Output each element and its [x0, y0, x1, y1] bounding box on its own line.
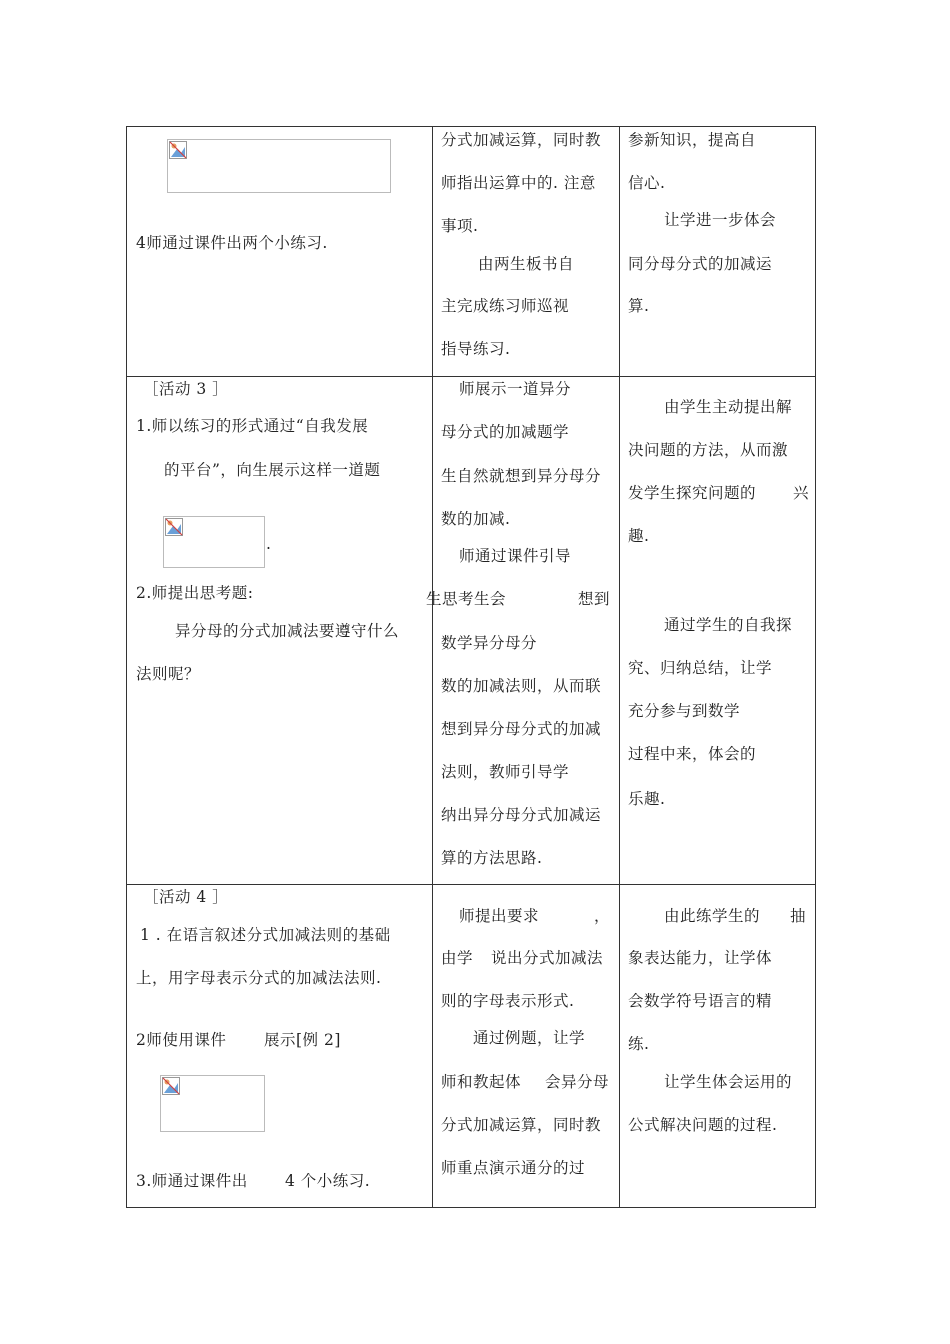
broken-image-icon: [165, 518, 183, 536]
row2-col2-line: 生思考生会: [426, 590, 507, 608]
row2-col2-line: 母分式的加减题学: [441, 423, 570, 441]
row3-col1-line: 3.师通过课件出: [136, 1172, 248, 1190]
row3-col3-line: 象表达能力，让学体: [628, 949, 773, 967]
row3-col2-line: 会异分母: [545, 1073, 610, 1091]
row2-col3-line: 由学生主动提出解: [664, 398, 793, 416]
image-placeholder: [160, 1075, 265, 1132]
row3-col2-line: 由学: [441, 949, 474, 967]
row1-col3-line: 参新知识，提高自: [628, 131, 757, 149]
row3-col1-line: 4 个小练习.: [285, 1172, 371, 1190]
broken-image-icon: [162, 1077, 180, 1095]
row3-col3-line: 由此练学生的: [664, 907, 761, 925]
row2-col3-line: 趣.: [628, 527, 650, 545]
row2-col1-line: 法则呢？: [136, 665, 201, 683]
row3-col1-line: 上，用字母表示分式的加减法法则.: [136, 969, 382, 987]
broken-image-icon: [169, 141, 187, 159]
row1-col2-line: 师指出运算中的. 注意: [441, 174, 596, 192]
row2-col1-line: 的平台”，向生展示这样一道题: [164, 461, 381, 479]
row2-col3-line: 决问题的方法，从而激: [628, 441, 789, 459]
row1-col2-line: 指导练习.: [441, 340, 511, 358]
row3-col3-line: 让学生体会运用的: [664, 1073, 793, 1091]
row2-col3-line: 发学生探究问题的: [628, 484, 757, 502]
row3-col1-line: ［活动 4 ］: [143, 888, 229, 906]
row3-col2-line: 师提出要求: [459, 907, 540, 925]
row2-col3-line: 兴: [793, 484, 810, 502]
row3-col3-line: 抽: [790, 907, 807, 925]
row2-col2-line: 算的方法思路.: [441, 849, 543, 867]
row3-col2-line: ，: [594, 907, 611, 925]
row1-col2-line: 主完成练习师巡视: [441, 297, 570, 315]
row2-col2-line: 师展示一道异分: [459, 380, 572, 398]
row2-col2-line: 想到异分母分式的加减: [441, 720, 602, 738]
row2-col3-line: 通过学生的自我探: [664, 616, 793, 634]
row1-col3-line: 同分母分式的加减运: [628, 255, 773, 273]
row3-col3-line: 会数学符号语言的精: [628, 992, 773, 1010]
image-placeholder: [167, 139, 391, 193]
row1-col3-line: 算.: [628, 297, 650, 315]
row2-col2-line: 纳出异分母分式加减运: [441, 806, 602, 824]
row1-col2-line: 由两生板书自: [478, 255, 575, 273]
row2-col3-line: 过程中来，体会的: [628, 745, 757, 763]
row-divider: [127, 884, 815, 885]
row2-col1-line: .: [266, 535, 272, 553]
row2-col1-line: 1.师以练习的形式通过“自我发展: [136, 417, 369, 435]
row2-col2-line: 数学异分母分: [441, 634, 538, 652]
row2-col1-line: 2.师提出思考题:: [136, 584, 254, 602]
row3-col2-line: 分式加减运算，同时教: [441, 1116, 602, 1134]
row3-col2-line: 师重点演示通分的过: [441, 1159, 586, 1177]
row3-col2-line: 师和教起体: [441, 1073, 522, 1091]
row3-col1-line: 1 . 在语言叙述分式加减法则的基础: [140, 926, 391, 944]
row3-col3-line: 公式解决问题的过程.: [628, 1116, 778, 1134]
column-divider: [619, 127, 620, 1207]
row3-col2-line: 通过例题，让学: [473, 1029, 586, 1047]
row2-col2-line: 想到: [578, 590, 611, 608]
row1-col2-line: 事项.: [441, 217, 479, 235]
row3-col1-line: 展示[例 2]: [264, 1031, 341, 1049]
row2-col1-line: ［活动 3 ］: [143, 380, 229, 398]
row1-col3-line: 信心.: [628, 174, 666, 192]
row2-col1-line: 异分母的分式加减法要遵守什么: [175, 622, 400, 640]
row1-col1-line: 4师通过课件出两个小练习.: [136, 234, 328, 252]
row-divider: [127, 376, 815, 377]
row2-col3-line: 充分参与到数学: [628, 702, 741, 720]
row3-col2-line: 则的字母表示形式.: [441, 992, 575, 1010]
row2-col2-line: 数的加减法则，从而联: [441, 677, 602, 695]
row2-col3-line: 究、归纳总结，让学: [628, 659, 773, 677]
row2-col2-line: 师通过课件引导: [459, 547, 572, 565]
image-placeholder: [163, 516, 265, 568]
row1-col3-line: 让学进一步体会: [664, 211, 777, 229]
row1-col2-line: 分式加减运算，同时教: [441, 131, 602, 149]
row2-col2-line: 法则，教师引导学: [441, 763, 570, 781]
row3-col2-line: 说出分式加减法: [491, 949, 604, 967]
row2-col2-line: 数的加减.: [441, 510, 511, 528]
column-divider: [432, 127, 433, 1207]
row3-col1-line: 2师使用课件: [136, 1031, 227, 1049]
row2-col2-line: 生自然就想到异分母分: [441, 467, 602, 485]
row3-col3-line: 练.: [628, 1035, 650, 1053]
row2-col3-line: 乐趣.: [628, 790, 666, 808]
